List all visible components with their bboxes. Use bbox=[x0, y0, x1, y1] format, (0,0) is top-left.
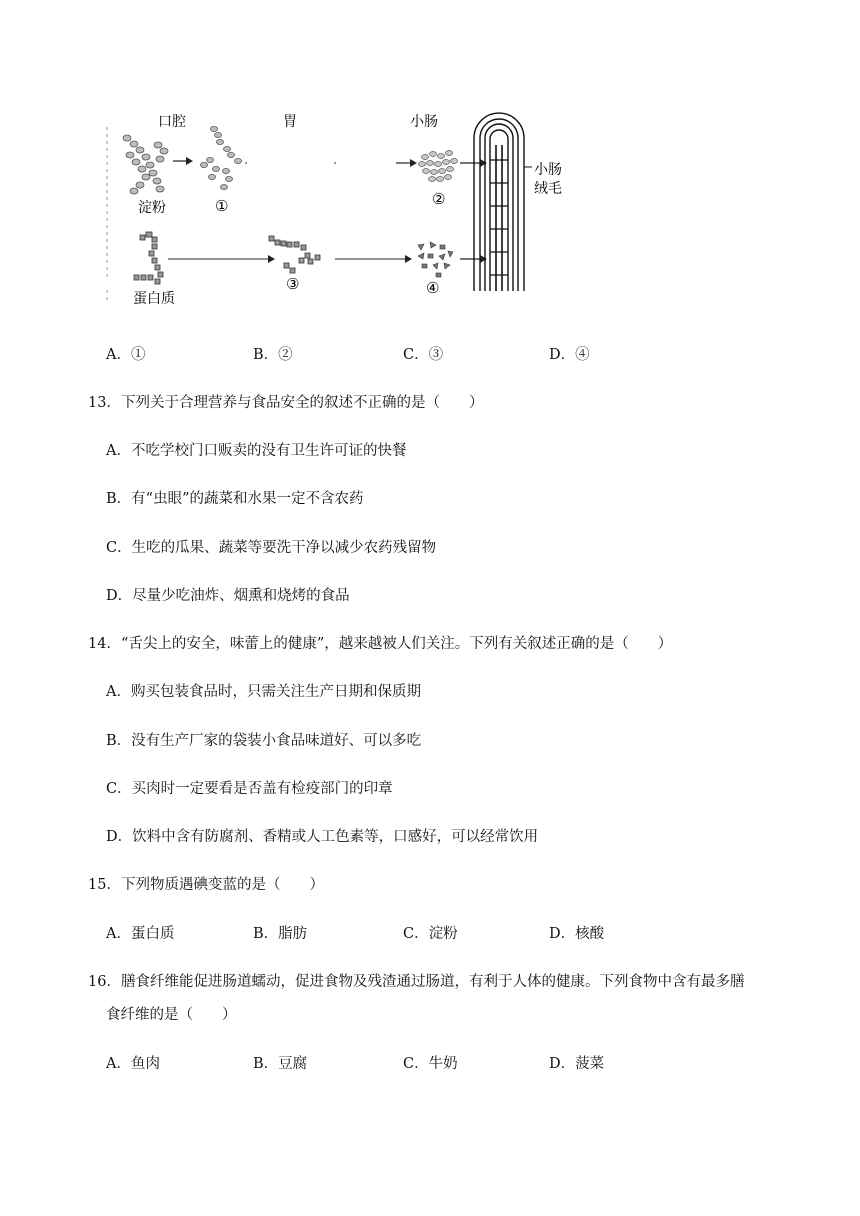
marker-2: ② bbox=[432, 190, 446, 208]
starch-label: 淀粉 bbox=[138, 200, 166, 216]
q15-option-d[interactable]: D．核酸 bbox=[549, 926, 605, 942]
digestion-diagram bbox=[100, 105, 580, 305]
protein-arrow-2 bbox=[335, 255, 412, 263]
glucose-cluster bbox=[419, 151, 458, 182]
small-intestine-label: 小肠 bbox=[410, 114, 438, 130]
amino-acid-cluster bbox=[418, 242, 453, 277]
q15-option-a[interactable]: A．蛋白质 bbox=[106, 926, 175, 942]
q13-option-d[interactable]: D．尽量少吃油炸、烟熏和烧烤的食品 bbox=[106, 588, 350, 604]
marker-4: ④ bbox=[426, 279, 440, 297]
marker-1: ① bbox=[215, 197, 229, 215]
dot-marker bbox=[334, 162, 336, 164]
starch-molecule bbox=[123, 135, 168, 194]
q13-option-b[interactable]: B．有“虫眼”的蔬菜和水果一定不含农药 bbox=[106, 491, 364, 507]
q15-stem: 15．下列物质遇碘变蓝的是（ ） bbox=[88, 877, 324, 893]
q16-stem-line2: 食纤维的是（ ） bbox=[106, 1007, 237, 1023]
q15-option-c[interactable]: C．淀粉 bbox=[403, 926, 458, 942]
starch-arrow-2 bbox=[396, 159, 417, 167]
q16-option-a[interactable]: A．鱼肉 bbox=[106, 1056, 160, 1072]
villus-label-line1: 小肠 bbox=[534, 162, 562, 178]
villus-label-line2: 绒毛 bbox=[534, 181, 562, 197]
stomach-label: 胃 bbox=[283, 114, 297, 130]
q12-option-c[interactable]: C．③ bbox=[403, 347, 444, 363]
peptide-fragments bbox=[269, 236, 320, 273]
dot-marker bbox=[245, 162, 247, 164]
q16-option-c[interactable]: C．牛奶 bbox=[403, 1056, 458, 1072]
q16-option-b[interactable]: B．豆腐 bbox=[253, 1056, 308, 1072]
starch-arrow-1 bbox=[173, 157, 193, 165]
q13-option-a[interactable]: A．不吃学校门口贩卖的没有卫生许可证的快餐 bbox=[106, 443, 407, 459]
protein-label: 蛋白质 bbox=[133, 291, 175, 307]
q15-option-b[interactable]: B．脂肪 bbox=[253, 926, 308, 942]
digestion-diagram-art bbox=[100, 105, 580, 305]
q14-option-d[interactable]: D．饮料中含有防腐剂、香精或人工色素等，口感好，可以经常饮用 bbox=[106, 829, 539, 845]
protein-arrow-1 bbox=[168, 255, 275, 263]
q14-option-c[interactable]: C．买肉时一定要看是否盖有检疫部门的印章 bbox=[106, 781, 393, 797]
intestinal-villus bbox=[474, 113, 524, 291]
q14-stem: 14．“舌尖上的安全，味蕾上的健康”，越来越被人们关注。下列有关叙述正确的是（ ） bbox=[88, 636, 673, 652]
q16-option-d[interactable]: D．菠菜 bbox=[549, 1056, 605, 1072]
starch-fragments bbox=[201, 126, 242, 189]
protein-molecule bbox=[134, 232, 163, 284]
q12-option-b[interactable]: B．② bbox=[253, 347, 293, 363]
q13-stem: 13．下列关于合理营养与食品安全的叙述不正确的是（ ） bbox=[88, 395, 484, 411]
q16-stem-line1: 16．膳食纤维能促进肠道蠕动，促进食物及残渣通过肠道，有利于人体的健康。下列食物中含有最多膳 bbox=[88, 974, 745, 990]
mouth-label: 口腔 bbox=[158, 114, 186, 130]
q12-option-d[interactable]: D．④ bbox=[549, 347, 590, 363]
q12-option-a[interactable]: A．① bbox=[106, 347, 146, 363]
q13-option-c[interactable]: C．生吃的瓜果、蔬菜等要洗干净以减少农药残留物 bbox=[106, 540, 437, 556]
marker-3: ③ bbox=[286, 275, 300, 293]
q14-option-b[interactable]: B．没有生产厂家的袋装小食品味道好、可以多吃 bbox=[106, 733, 422, 749]
q14-option-a[interactable]: A．购买包装食品时，只需关注生产日期和保质期 bbox=[106, 684, 421, 700]
